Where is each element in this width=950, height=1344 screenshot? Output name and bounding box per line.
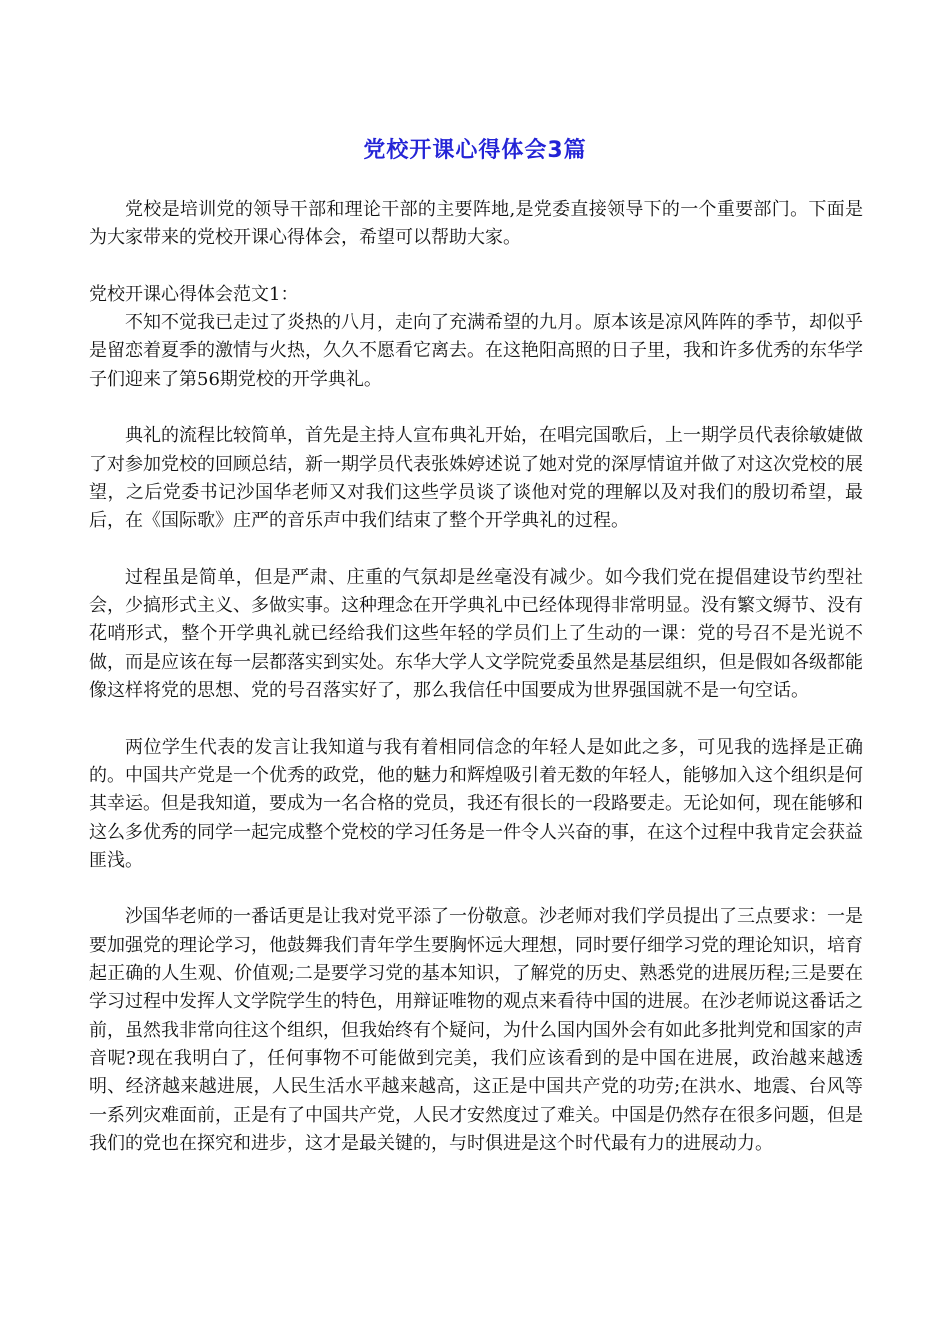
document-body [89, 196, 863, 1158]
body-paragraph-2: 典礼的流程比较简单，首先是主持人宣布典礼开始，在唱完国歌后，上一期学员代表徐敏婕做了对参加党校的回顾总结，新一期学员代表张姝婷述说了她对党的深厚情谊并做了对这次党校的展望，之后党委书记沙国华老师又对我们这些学员谈了谈他对党的理解以及对我们的殷切希望，最后，在《国际歌》庄严的音乐声中我们结束了整个开学典礼的过程。 [89, 425, 863, 532]
body-paragraph-1: 不知不觉我已走过了炎热的八月，走向了充满希望的九月。原本该是凉风阵阵的季节，却似乎是留恋着夏季的激情与火热，久久不愿看它离去。在这艳阳高照的日子里，我和许多优秀的东华学子们迎来了第56期党校的开学典礼。 [89, 312, 863, 390]
body-paragraph-5: 沙国华老师的一番话更是让我对党平添了一份敬意。沙老师对我们学员提出了三点要求：一是要加强党的理论学习，他鼓舞我们青年学生要胸怀远大理想，同时要仔细学习党的理论知识，培育起正确的人生观、价值观;二是要学习党的基本知识，了解党的历史、熟悉党的进展历程;三是要在学习过程中发挥人文学院学生的特色，用辩证唯物的观点来看待中国的进展。在沙老师说这番话之前，虽然我非常向往这个组织，但我始终有个疑问，为什么国内国外会有如此多批判党和国家的声音呢?现在我明白了，任何事物不可能做到完美，我们应该看到的是中国在进展，政治越来越透明、经济越来越进展，人民生活水平越来越高，这正是中国共产党的功劳;在洪水、地震、台风等一系列灾难面前，正是有了中国共产党，人民才安然度过了难关。中国是仍然存在很多问题，但是我们的党也在探究和进步，这才是最关键的，与时俱进是这个时代最有力的进展动力。 [89, 906, 863, 1154]
intro-paragraph: 党校是培训党的领导干部和理论干部的主要阵地,是党委直接领导下的一个重要部门。下面是为大家带来的党校开课心得体会，希望可以帮助大家。 [89, 199, 863, 249]
section-heading: 党校开课心得体会范文1： [89, 283, 299, 305]
body-paragraph-3: 过程虽是简单，但是严肃、庄重的气氛却是丝毫没有减少。如今我们党在提倡建设节约型社会，少搞形式主义、多做实事。这种理念在开学典礼中已经体现得非常明显。没有繁文缛节、没有花哨形式，整个开学典礼就已经给我们这些年轻的学员们上了生动的一课：党的号召不是光说不做，而是应该在每一层都落实到实处。东华大学人文学院党委虽然是基层组织，但是假如各级都能像这样将党的思想、党的号召落实好了，那么我信任中国要成为世界强国就不是一句空话。 [89, 566, 863, 702]
body-paragraph-4: 两位学生代表的发言让我知道与我有着相同信念的年轻人是如此之多，可见我的选择是正确的。中国共产党是一个优秀的政党，他的魅力和辉煌吸引着无数的年轻人，能够加入这个组织是何其幸运。但是我知道，要成为一名合格的党员，我还有很长的一段路要走。无论如何，现在能够和这么多优秀的同学一起完成整个党校的学习任务是一件令人兴奋的事，在这个过程中我肯定会获益匪浅。 [89, 736, 863, 871]
document-title: 党校开课心得体会3篇 [363, 138, 587, 163]
